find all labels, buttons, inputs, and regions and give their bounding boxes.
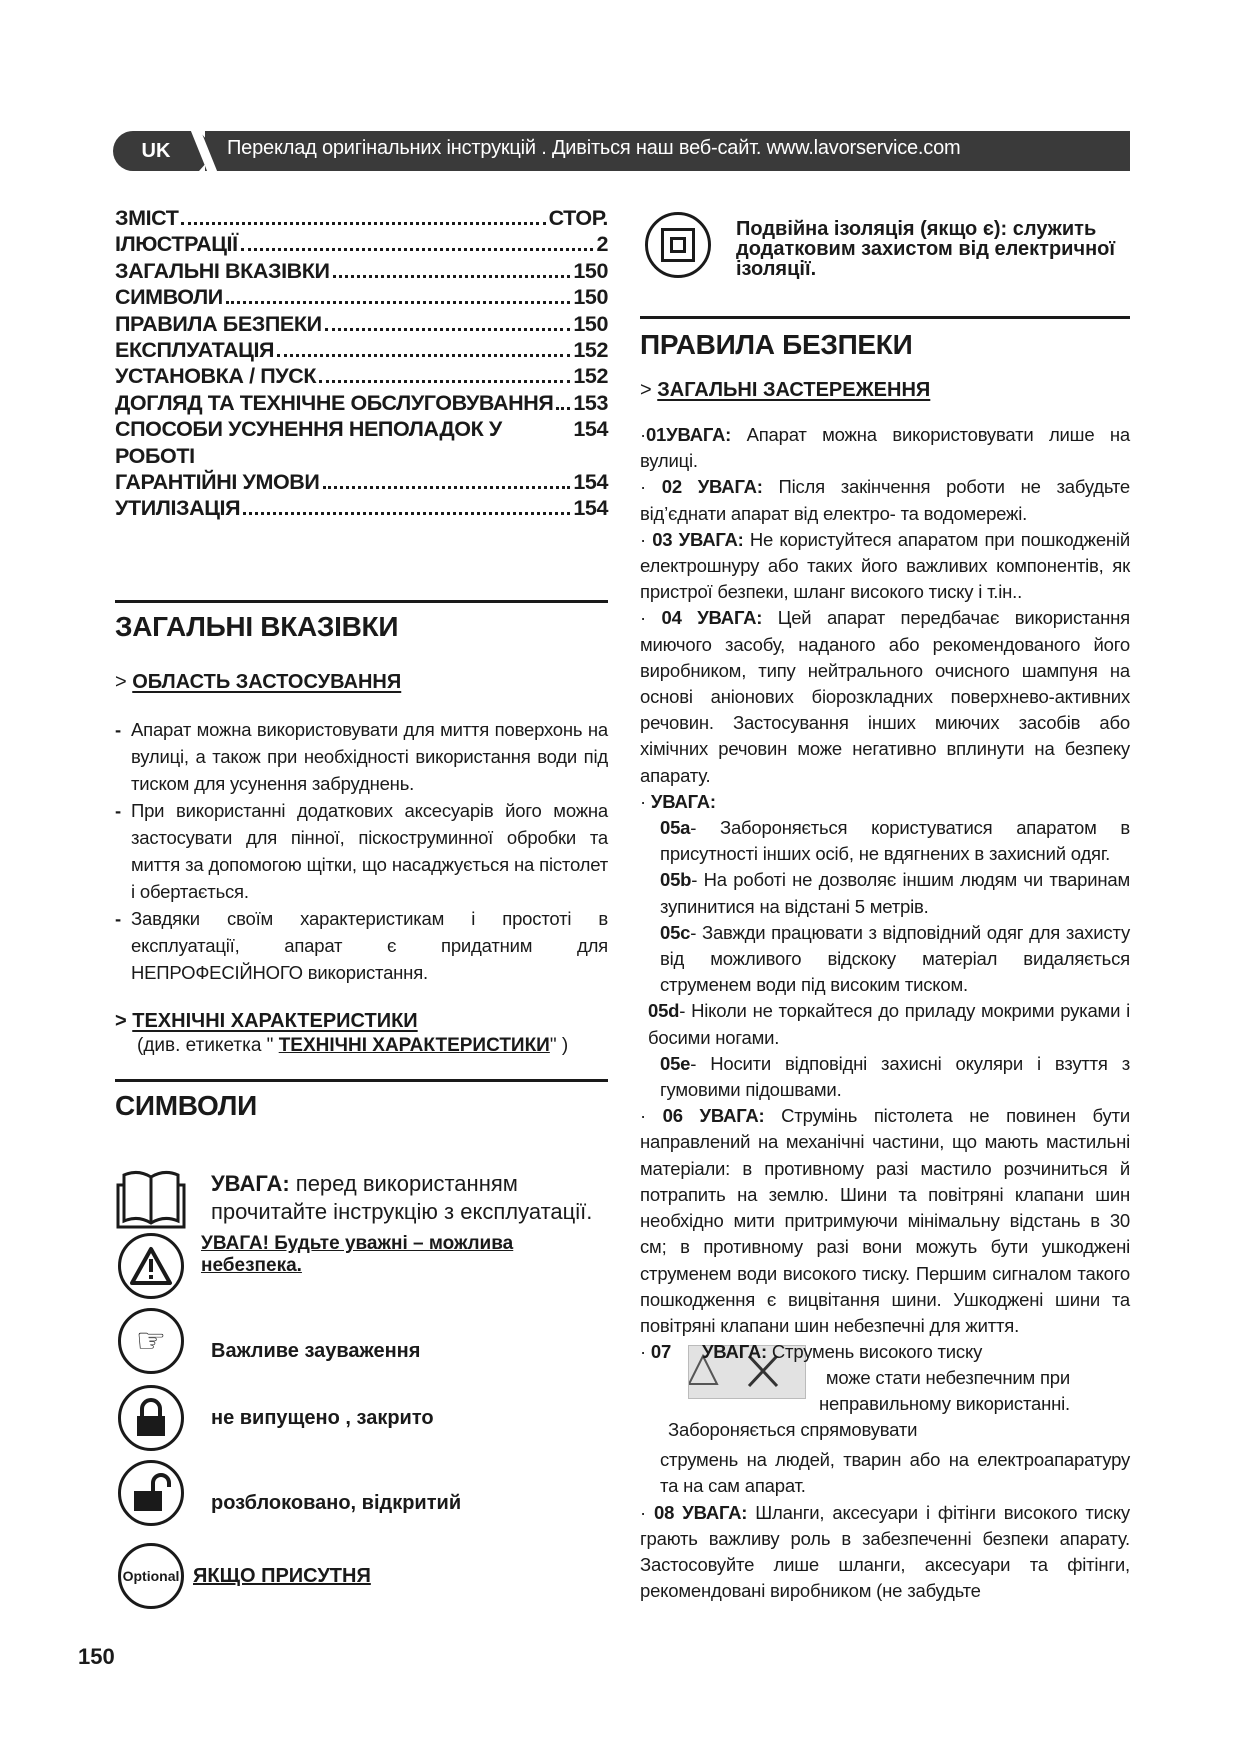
left-column	[115, 205, 608, 1122]
scope-heading	[115, 671, 608, 694]
read-manual-text: УВАГА: перед використанням прочитайте інструкцію з експлуатації.	[211, 1171, 593, 1224]
symbol-read-manual	[113, 1160, 611, 1236]
toc-page: СТОР.	[548, 206, 608, 230]
lock-closed-icon	[113, 1380, 189, 1456]
danger-text: УВАГА! Будьте уважні – можлива небезпека.	[201, 1233, 514, 1276]
toc-page: 152	[573, 364, 608, 389]
warning-item: · 04 УВАГА: Цей апарат передбачає використання миючого засобу, наданого або рекомендованого його виробником, типу нейтрального очисного шампуня на основі аніонових біорозкладних поверхнево-активних речовин. Застосування інших миючих засобів або хімічних речовин може негативно вплинути на безпеку апарату.	[640, 607, 1130, 786]
tech-title: ТЕХНІЧНІ ХАРАКТЕРИСТИКИ	[132, 1009, 418, 1032]
toc-leader	[325, 328, 571, 331]
toc-row	[115, 284, 608, 310]
warning-subitem: 05c- Завжди працювати з відповідний одяг для захисту від можливого відскоку матеріал видаляється струменем води під високим тиском.	[660, 921, 1130, 996]
safety-title: ПРАВИЛА БЕЗПЕКИ	[640, 329, 913, 360]
warning-item: · 02 УВАГА: Після закінчення роботи не забудьте від’єднати апарат від електро- та водомережі.	[640, 476, 1131, 524]
tech-heading	[115, 1010, 608, 1033]
toc-leader	[277, 354, 570, 357]
toc-leader	[181, 222, 545, 225]
toc-leader	[243, 512, 570, 515]
warnings-list	[640, 422, 1130, 1604]
warning-subitem: 05d- Ніколи не торкайтеся до приладу мокрими руками і босими ногами.	[648, 1000, 1130, 1048]
warning-subitem: 05e- Носити відповідні захисні окуляри і взуття з гумовими підошвами.	[660, 1052, 1130, 1101]
warning-icon	[113, 1228, 189, 1304]
chevron-icon: >	[115, 670, 127, 693]
toc-row	[115, 205, 608, 231]
toc-leader	[241, 248, 594, 251]
optional-icon: Optional	[113, 1538, 189, 1614]
symbol-danger	[113, 1228, 541, 1304]
toc-label: ЕКСПЛУАТАЦІЯ	[115, 338, 275, 363]
toc-label: ПРАВИЛА БЕЗПЕКИ	[115, 311, 322, 336]
toc-label: УТИЛІЗАЦІЯ	[115, 496, 241, 521]
toc-page: 153	[573, 390, 608, 415]
toc-page: 154	[573, 496, 608, 521]
section-rule	[115, 1079, 608, 1082]
section-rule	[640, 316, 1130, 319]
warning-item-07: · 07 УВАГА: Струмень високого тиску може стати небезпечним при неправильному використанні. Забороняється спрямовувати	[640, 1341, 1070, 1441]
symbol-note	[113, 1303, 420, 1379]
toc-leader	[226, 301, 571, 304]
warning-item: · 06 УВАГА: Струмінь пістолета не повинен бути направлений на механічні частини, що мають мастильні матеріали: в противному разі мастило розчиниться й потрапить на землю. Шини та повітряні клапани шин необхідно мити притримуючи мінімальну відстань в 30 см; в противному разі вони можуть бути ушкоджені струменем води високого тиску. Першим сигналом такого пошкодження є вицвітання шини. Ушкоджені шини та повітряні клапани шин небезпечні для життя.	[640, 1105, 1130, 1336]
book-icon	[113, 1160, 189, 1236]
toc-row	[115, 231, 608, 257]
list-item: - При використанні додаткових аксесуарів його можна застосувати для пінної, піскоструминної обробки та миття за допомогою щітки, що насаджується на пістолет і обертається.	[115, 799, 608, 902]
toc-row	[115, 469, 608, 495]
toc-page: 154	[573, 470, 608, 495]
toc-label: ЗМІСТ	[115, 206, 179, 230]
header-text: Переклад оригінальних інструкцій . Дивіться наш веб-сайт. www.lavorservice.com	[227, 137, 961, 159]
toc-label: ДОГЛЯД ТА ТЕХНІЧНЕ ОБСЛУГОВУВАННЯ	[115, 390, 554, 415]
safety-subtitle: ЗАГАЛЬНІ ЗАСТЕРЕЖЕННЯ	[657, 379, 931, 401]
header-bar	[205, 131, 1130, 171]
warning-subitem: 05b- На роботі не дозволяє іншим людям чи тваринам зупинитися на відстані 5 метрів.	[660, 869, 1130, 917]
toc-label: ЗАГАЛЬНІ ВКАЗІВКИ	[115, 258, 330, 283]
optional-text: ЯКЩО ПРИСУТНЯ	[193, 1564, 371, 1587]
scope-list	[115, 716, 608, 986]
page-number: 150	[78, 1644, 115, 1669]
warning-item: · УВАГА:	[640, 790, 716, 812]
toc-label: СПОСОБИ УСУНЕННЯ НЕПОЛАДОК У РОБОТІ	[115, 417, 502, 468]
scope-title: ОБЛАСТЬ ЗАСТОСУВАННЯ	[132, 670, 402, 693]
lock-open-icon	[113, 1455, 189, 1531]
section-rule	[115, 600, 608, 603]
general-title: ЗАГАЛЬНІ ВКАЗІВКИ	[115, 610, 399, 642]
symbol-unlocked	[113, 1455, 461, 1531]
pointing-hand-icon: ☞	[113, 1303, 189, 1379]
toc-page: 150	[573, 258, 608, 283]
toc-leader	[333, 275, 571, 278]
safety-subheading	[640, 379, 1130, 402]
double-square-icon	[640, 207, 716, 283]
toc-page: 2	[596, 232, 608, 257]
warning-item: ·01УВАГА: Апарат можна використовувати лише на вулиці.	[640, 424, 1130, 472]
toc-row	[115, 495, 608, 521]
toc-label: ГАРАНТІЙНІ УМОВИ	[115, 470, 320, 495]
symbols-title: СИМВОЛИ	[115, 1089, 257, 1121]
toc-page: 150	[573, 285, 608, 310]
note-text: Важливе зауваження	[211, 1339, 421, 1362]
language-badge: UK	[113, 131, 199, 171]
toc-row	[115, 337, 608, 363]
right-column	[640, 316, 1130, 1604]
toc-leader	[556, 407, 570, 410]
toc-leader	[319, 380, 570, 383]
toc-row	[115, 258, 608, 284]
chevron-icon: >	[640, 379, 652, 401]
unlocked-text: розблоковано, відкритий	[211, 1491, 462, 1514]
toc-row	[115, 416, 608, 469]
toc-page: 150	[573, 311, 608, 336]
double-insulation-text: Подвійна ізоляція (якщо є): служить додатковим захистом від електричної ізоляції.	[736, 218, 1115, 280]
toc-label: ІЛЮСТРАЦІЇ	[115, 232, 238, 257]
toc-row	[115, 311, 608, 337]
symbol-optional	[113, 1538, 371, 1614]
warning-item-07-cont: струмень на людей, тварин або на електроапаратуру та на сам апарат.	[660, 1449, 1130, 1497]
toc-row	[115, 363, 608, 389]
toc-label: СИМВОЛИ	[115, 285, 223, 310]
locked-text: не випущено , закрито	[211, 1406, 434, 1429]
toc-row	[115, 390, 608, 416]
warning-subitem: 05a- Забороняється користуватися апаратом в присутності інших осіб, не вдягнених в захисний одяг.	[660, 817, 1130, 865]
list-item: - Апарат можна використовувати для миття поверхонь на вулиці, а також при необхідності використання води під тиском для усунення забруднень.	[115, 718, 608, 794]
table-of-contents	[115, 205, 608, 522]
toc-leader	[323, 486, 571, 489]
warning-item: · 08 УВАГА: Шланги, аксесуари і фітінги високого тиску грають важливу роль в забезпеченні безпеки апарату. Застосовуйте лише шланги, аксесуари та фітінги, рекомендовані виробником (не забудьте	[640, 1501, 1130, 1602]
chevron-icon: >	[115, 1009, 127, 1032]
toc-label: УСТАНОВКА / ПУСК	[115, 364, 317, 389]
tech-note: (див. етикетка " ТЕХНІЧНІ ХАРАКТЕРИСТИКИ" )	[137, 1034, 569, 1056]
toc-page: 152	[573, 338, 608, 363]
toc-page: 154	[573, 417, 608, 442]
symbol-locked	[113, 1380, 434, 1456]
warning-item: · 03 УВАГА: Не користуйтеся апаратом при пошкодженій електрошнуру або таких його важливих компонентів, як пристрої безпеки, шланг високого тиску і т.ін..	[640, 528, 1130, 603]
list-item: - Завдяки своїм характеристикам і простоті в експлуатації, апарат є придатним для НЕПРОФЕСІЙНОГО використання.	[115, 907, 608, 983]
symbol-double-insulation	[640, 207, 1131, 283]
